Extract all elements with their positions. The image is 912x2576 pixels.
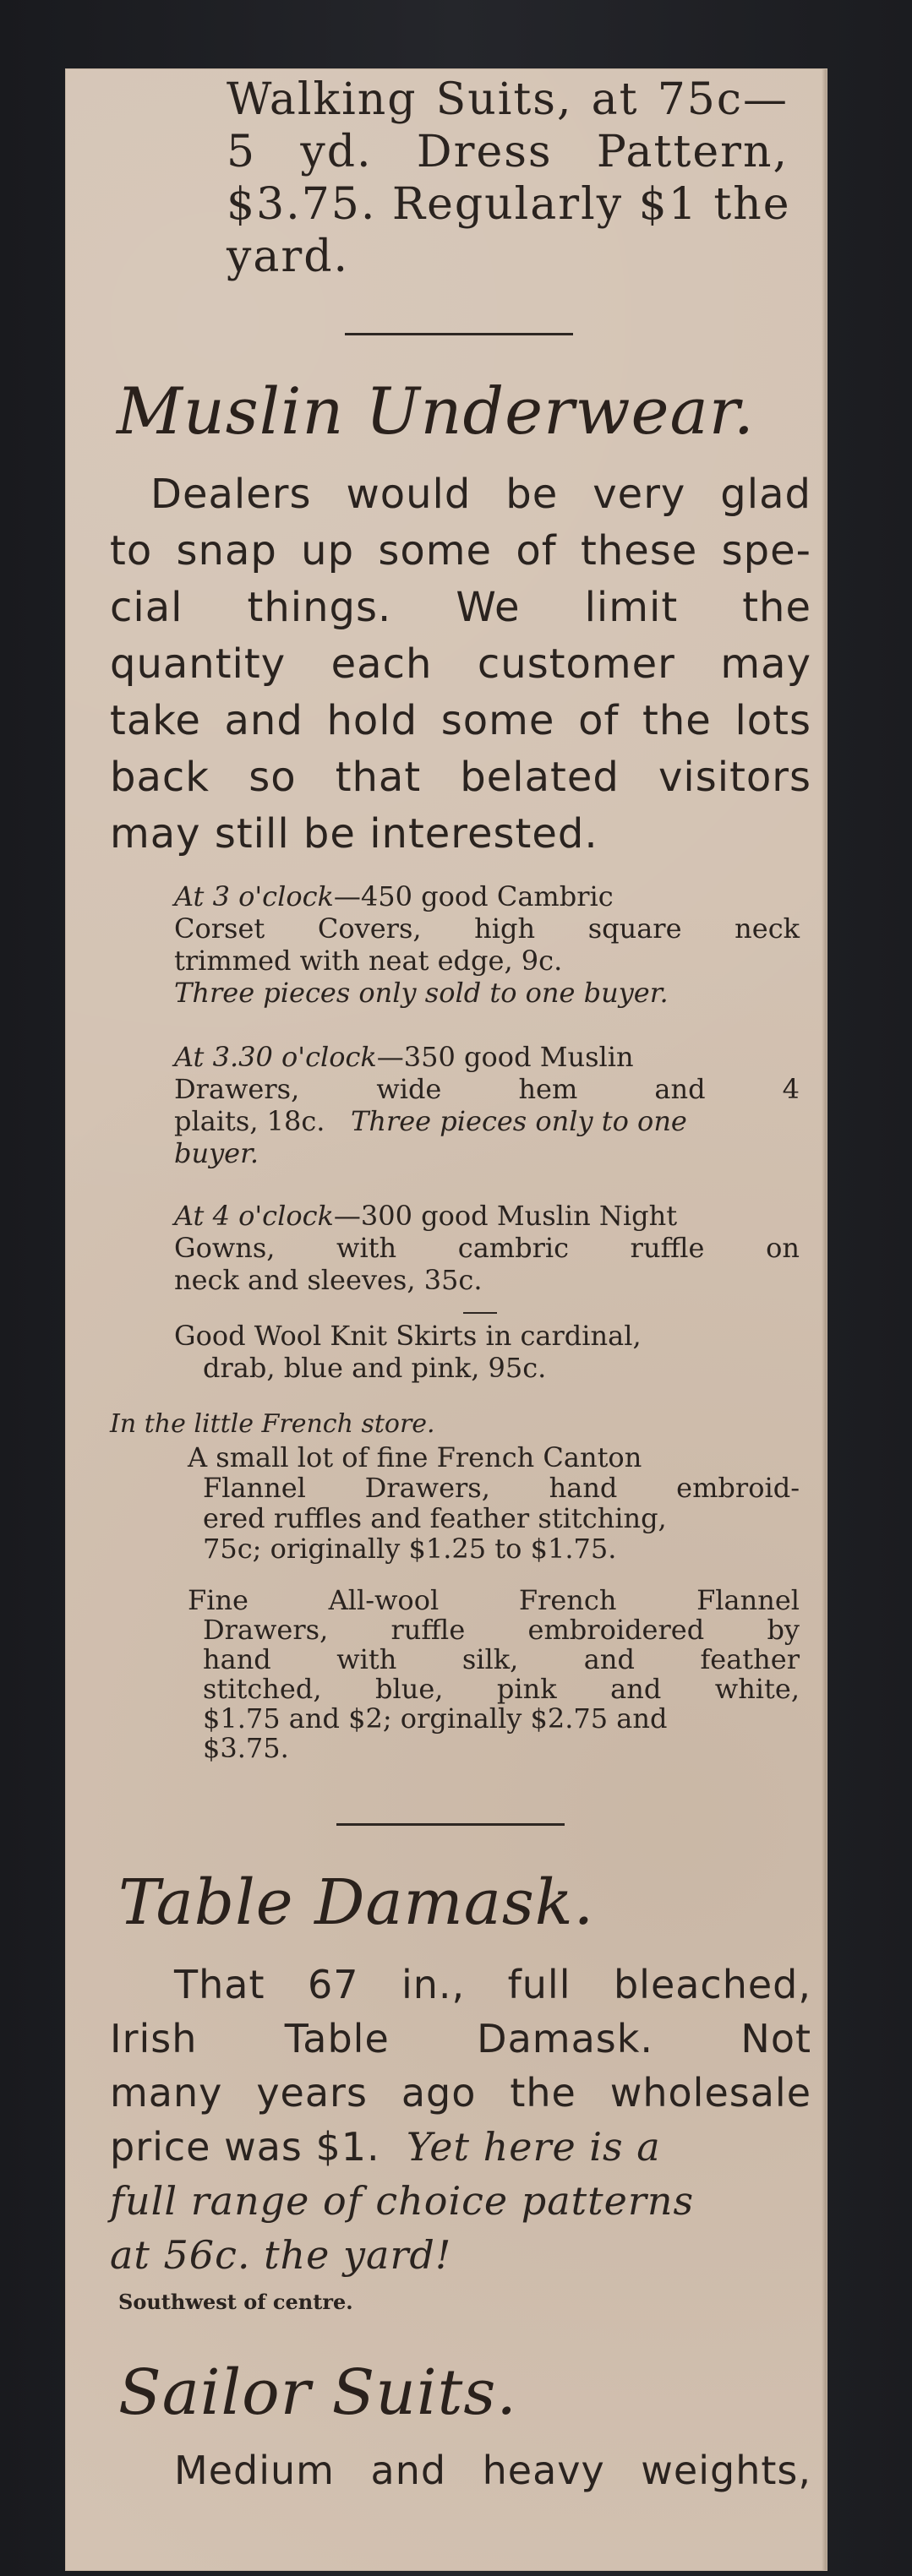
wool-item (174, 1586, 800, 1763)
item-note: Three pieces only sold to one buyer. (174, 977, 669, 1009)
muslin-intro (110, 466, 811, 863)
muslin-item-1 (174, 880, 800, 1009)
item-text: stitched, blue, pink and white, (203, 1673, 800, 1705)
muslin-intro-line: to snap up some of these spe- (110, 527, 811, 575)
walking-suits-section (227, 74, 789, 283)
item-time: At 3 o'clock (174, 880, 334, 912)
muslin-intro-line: quantity each customer may (110, 640, 811, 688)
damask-heading: Table Damask. (118, 1866, 595, 1939)
damask-italic: at 56c. the yard! (110, 2232, 452, 2278)
item-text: trimmed with neat edge, 9c. (174, 945, 563, 977)
muslin-heading: Muslin Underwear. (117, 373, 755, 449)
item-time: At 4 o'clock (174, 1200, 334, 1232)
item-text: $1.75 and $2; orginally $2.75 and (203, 1702, 668, 1735)
damask-line: Irish Table Damask. Not (110, 2016, 811, 2061)
damask-location: Southwest of centre. (118, 2290, 353, 2314)
damask-line: many years ago the wholesale (110, 2070, 811, 2116)
damask-body (110, 1958, 811, 2282)
sailor-line: Medium and heavy weights, (174, 2448, 811, 2493)
item-text: —450 good Cambric (333, 880, 614, 912)
muslin-intro-line: Dealers would be very glad (150, 471, 811, 518)
divider-rule (345, 333, 573, 335)
sailor-body (110, 2443, 811, 2497)
item-text: $3.75. (203, 1732, 289, 1764)
muslin-item-3 (174, 1200, 800, 1296)
newspaper-clipping (66, 69, 827, 2570)
item-text: Drawers, ruffle embroidered by (203, 1614, 800, 1646)
skirts-item (174, 1320, 800, 1384)
muslin-item-2 (174, 1041, 800, 1169)
item-note: Three pieces only to one (350, 1105, 687, 1137)
muslin-intro-line: cial things. We limit the (110, 584, 811, 631)
canton-item (174, 1442, 800, 1564)
sailor-heading: Sailor Suits. (118, 2356, 517, 2429)
muslin-intro-line: may still be interested. (110, 810, 598, 858)
clipping-edge (822, 69, 827, 2570)
item-text: Good Wool Knit Skirts in cardinal, (174, 1320, 642, 1352)
item-text: ered ruffles and feather stitching, (203, 1502, 667, 1534)
item-text: A small lot of fine French Canton (188, 1441, 642, 1473)
divider-rule (336, 1823, 565, 1826)
walking-suits-line: $3.75. Regularly $1 the (227, 179, 791, 230)
divider-rule (463, 1312, 497, 1314)
muslin-intro-line: back so that belated visitors (110, 754, 811, 801)
damask-line: That 67 in., full bleached, (174, 1962, 811, 2007)
item-text: Drawers, wide hem and 4 (174, 1073, 800, 1105)
walking-suits-line: yard. (227, 231, 350, 282)
item-note: buyer. (174, 1137, 259, 1169)
walking-suits-line: 5 yd. Dress Pattern, (227, 127, 789, 177)
french-store-label: In the little French store. (110, 1409, 435, 1439)
item-text: Gowns, with cambric ruffle on (174, 1232, 800, 1264)
damask-italic: full range of choice patterns (110, 2178, 695, 2224)
item-text: Fine All-wool French Flannel (188, 1584, 800, 1616)
item-time: At 3.30 o'clock (174, 1041, 377, 1073)
item-text: 75c; originally $1.25 to $1.75. (203, 1533, 617, 1565)
item-text: Flannel Drawers, hand embroid- (203, 1472, 800, 1504)
muslin-intro-line: take and hold some of the lots (110, 697, 811, 744)
item-text: drab, blue and pink, 95c. (203, 1352, 547, 1384)
item-text: neck and sleeves, 35c. (174, 1264, 483, 1296)
damask-line: price was $1. (110, 2124, 380, 2170)
item-text: hand with silk, and feather (203, 1643, 800, 1675)
item-text: —350 good Muslin (376, 1041, 634, 1073)
walking-suits-line: Walking Suits, at 75c— (227, 74, 789, 125)
item-text: plaits, 18c. (174, 1105, 325, 1137)
item-text: Corset Covers, high square neck (174, 912, 800, 945)
item-text: —300 good Muslin Night (333, 1200, 678, 1232)
damask-italic: Yet here is a (406, 2124, 661, 2170)
